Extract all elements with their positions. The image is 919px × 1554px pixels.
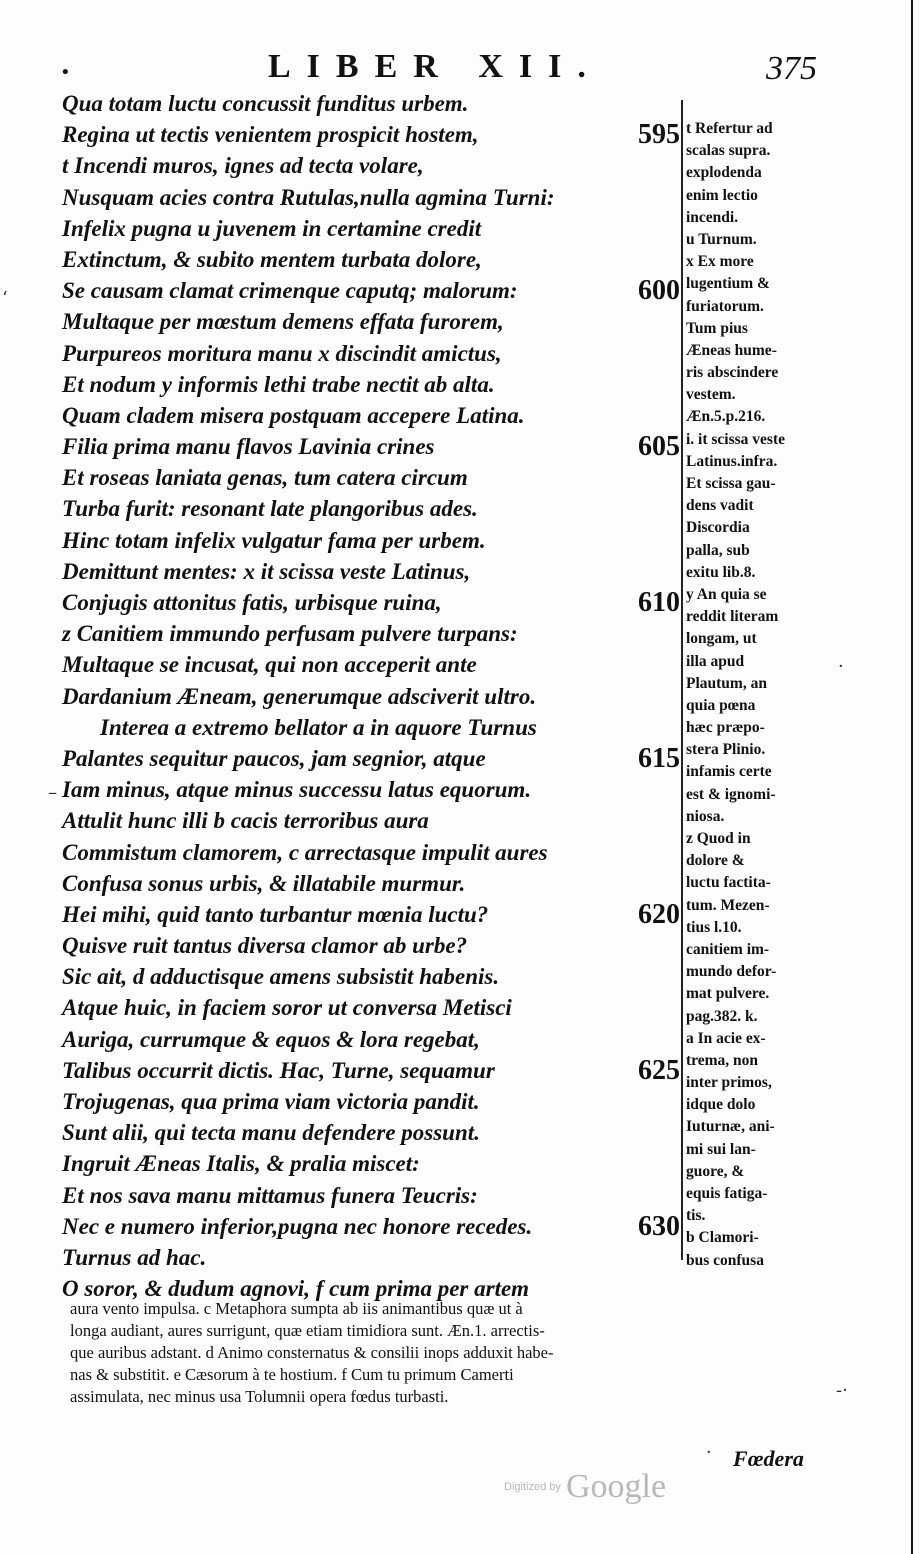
line-number: 625: [638, 1054, 680, 1086]
margin-speck: ·: [838, 656, 844, 677]
footnote-line: nas & substitit. e Cæsorum à te hostium. f Cum tu primum Camerti: [70, 1365, 514, 1384]
line-number: 600: [638, 275, 680, 307]
side-note-line: canitiem im-: [686, 940, 770, 958]
verse-line: [62, 961, 682, 992]
verse-line: [62, 213, 682, 244]
side-note-line: tis.: [686, 1207, 706, 1225]
verse-text: Commistum clamorem, c arrectasque impulit aures: [62, 839, 548, 865]
verse-line: [62, 1086, 682, 1117]
side-note-line: mi sui lan-: [686, 1140, 756, 1158]
verse-text: Extinctum, & subito mentem turbata dolore,: [62, 246, 482, 272]
side-note-line: inter primos,: [686, 1074, 772, 1092]
side-note-line: mundo defor-: [686, 963, 777, 981]
verse-line: [62, 462, 682, 493]
verse-line: [62, 1024, 682, 1055]
verse-line: [62, 338, 682, 369]
verse-text: Ingruit Æneas Italis, & pralia miscet:: [62, 1151, 420, 1177]
verse-block: [62, 88, 682, 1304]
verse-line: [62, 743, 682, 774]
verse-line: [62, 1211, 682, 1242]
side-note-line: t Refertur ad: [686, 120, 773, 137]
verse-line: [62, 618, 682, 649]
verse-line: [62, 369, 682, 400]
verse-text: Hei mihi, quid tanto turbantur mœnia luctu?: [62, 901, 489, 927]
verse-line: [62, 805, 682, 836]
verse-text: Multaque se incusat, qui non acceperit ante: [62, 652, 477, 678]
side-note-line: hæc præpo-: [686, 719, 765, 737]
column-rule: [681, 100, 683, 1260]
side-note-line: stera Plinio.: [686, 741, 766, 759]
verse-line: [62, 1117, 682, 1148]
side-note-line: quia pœna: [686, 696, 756, 714]
side-note-line: illa apud: [686, 652, 745, 670]
verse-text: Auriga, currumque & equos & lora regebat,: [62, 1026, 480, 1052]
verse-text: Regina ut tectis venientem prospicit hostem,: [62, 122, 479, 148]
verse-text: Et nos sava manu mittamus funera Teucris:: [62, 1182, 478, 1208]
side-note-line: bus confusa: [686, 1251, 764, 1269]
line-number: 610: [638, 587, 680, 618]
side-note-line: incendi.: [686, 208, 739, 226]
side-note-line: i. it scissa veste: [686, 430, 786, 448]
line-number: 605: [638, 431, 680, 463]
verse-text: Demittunt mentes: x it scissa veste Latinus,: [62, 558, 471, 584]
verse-line: [62, 1148, 682, 1179]
side-note-line: guore, &: [686, 1162, 745, 1180]
verse-line: [62, 837, 682, 868]
verse-text: Iam minus, atque minus successu latus equorum.: [62, 777, 532, 803]
side-note-line: a In acie ex-: [686, 1029, 766, 1047]
line-number: 595: [638, 119, 680, 151]
verse-text: Palantes sequitur paucos, jam segnior, atque: [62, 745, 486, 771]
verse-line: [62, 400, 682, 431]
catchword: Fœdera: [733, 1446, 804, 1471]
side-note-line: Plautum, an: [686, 674, 767, 692]
side-note-line: dens vadit: [686, 497, 754, 515]
margin-dash: -·: [836, 1380, 848, 1401]
line-number: 630: [638, 1210, 680, 1242]
side-note-line: tum. Mezen-: [686, 896, 770, 914]
side-note-line: b Clamori-: [686, 1229, 759, 1247]
side-note-line: ris abscindere: [686, 364, 779, 382]
verse-line: [62, 992, 682, 1023]
verse-line: [62, 119, 682, 150]
verse-text: Multaque per mœstum demens effata furorem,: [62, 309, 504, 335]
verse-line: [62, 899, 682, 930]
page-edge: [911, 0, 913, 1554]
verse-line: [62, 493, 682, 524]
verse-line: [62, 587, 682, 618]
side-note-line: Et scissa gau-: [686, 475, 776, 492]
verse-text: Trojugenas, qua prima viam victoria pandit.: [62, 1089, 480, 1114]
verse-line: [62, 712, 682, 743]
line-number: 615: [638, 742, 680, 774]
verse-text: Filia prima manu flavos Lavinia crines: [62, 434, 435, 460]
side-note-line: Æneas hume-: [686, 341, 777, 359]
side-note-line: y An quia se: [686, 585, 767, 603]
digitization-watermark: [504, 1468, 666, 1506]
verse-text: O soror, & dudum agnovi, f cum prima per artem: [62, 1276, 530, 1302]
side-note-line: enim lectio: [686, 186, 758, 204]
verse-text: t Incendi muros, ignes ad tecta volare,: [62, 153, 424, 179]
verse-text: Interea a extremo bellator a in aquore Turnus: [100, 714, 537, 740]
verse-line: [62, 525, 682, 556]
side-notes: [686, 118, 836, 1272]
side-note-line: Latinus.infra.: [686, 452, 778, 470]
verse-text: Hinc totam infelix vulgatur fama per urbem.: [62, 527, 486, 553]
margin-speck: ·: [706, 1442, 712, 1463]
side-note-line: explodenda: [686, 164, 762, 182]
verse-text: z Canitiem immundo perfusam pulvere turpans:: [62, 621, 518, 647]
side-note-line: reddit literam: [686, 608, 779, 626]
watermark-prefix: Digitized by: [504, 1481, 561, 1493]
verse-line: [62, 681, 682, 712]
verse-line: [62, 1055, 682, 1086]
watermark-brand: Google: [565, 1468, 667, 1505]
verse-text: Purpureos moritura manu x discindit amictus,: [62, 340, 502, 366]
verse-line: [62, 868, 682, 899]
verse-text: Turnus ad hac.: [62, 1244, 207, 1270]
verse-text: Et roseas laniata genas, tum catera circum: [62, 465, 468, 491]
verse-line: [62, 306, 682, 337]
side-note-line: furiatorum.: [686, 297, 764, 315]
verse-line: [62, 930, 682, 961]
verse-text: Qua totam luctu concussit funditus urbem.: [62, 91, 469, 116]
verse-text: Turba furit: resonant late plangoribus ades.: [62, 496, 478, 522]
side-note-line: u Turnum.: [686, 230, 757, 248]
verse-line: [62, 244, 682, 275]
side-note-line: longam, ut: [686, 630, 757, 648]
verse-text: Sic ait, d adductisque amens subsistit habenis.: [62, 964, 500, 990]
side-note-line: scalas supra.: [686, 142, 771, 160]
side-note-line: vestem.: [686, 386, 736, 404]
side-note-line: pag.382. k.: [686, 1007, 758, 1025]
verse-text: Nusquam acies contra Rutulas,nulla agmina Turni:: [62, 184, 555, 210]
side-note-line: trema, non: [686, 1051, 759, 1069]
verse-line: [62, 1180, 682, 1211]
line-number: 620: [638, 898, 680, 930]
verse-text: Atque huic, in faciem soror ut conversa Metisci: [62, 995, 512, 1021]
margin-speck: ‘: [2, 288, 8, 309]
side-note-line: infamis certe: [686, 763, 772, 781]
footnote-line: que auribus adstant. d Animo consternatus & consilii inops adduxit habe-: [70, 1343, 554, 1362]
footnotes: [70, 1298, 830, 1408]
verse-text: Et nodum y informis lethi trabe nectit ab alta.: [62, 371, 495, 397]
verse-line: [62, 431, 682, 462]
margin-dash: –: [48, 782, 57, 803]
verse-text: Nec e numero inferior,pugna nec honore recedes.: [62, 1213, 533, 1239]
side-note-line: Æn.5.p.216.: [686, 408, 766, 426]
verse-line: [62, 556, 682, 587]
side-note-line: niosa.: [686, 807, 725, 825]
printer-mark: •: [60, 62, 71, 83]
side-note-line: idque dolo: [686, 1096, 756, 1114]
side-note-line: luctu factita-: [686, 874, 771, 892]
verse-text: Attulit hunc illi b cacis terroribus aura: [62, 808, 429, 834]
verse-line: [62, 150, 682, 181]
verse-line: [62, 774, 682, 805]
verse-text: Quam cladem misera postquam accepere Latina.: [62, 402, 525, 428]
side-note-line: lugentium &: [686, 275, 770, 293]
verse-text: Confusa sonus urbis, & illatabile murmur.: [62, 870, 466, 896]
verse-text: Conjugis attonitus fatis, urbisque ruina,: [62, 590, 442, 615]
side-note-line: equis fatiga-: [686, 1185, 768, 1202]
footnote-line: assimulata, nec minus usa Tolumnii opera fœdus turbasti.: [70, 1387, 449, 1406]
verse-line: [62, 275, 682, 306]
footnote-line: longa audiant, aures surrigunt, quæ etiam timidiora sunt. Æn.1. arrectis-: [70, 1321, 545, 1340]
footnote-line: aura vento impulsa. c Metaphora sumpta ab iis animantibus quæ ut à: [70, 1299, 523, 1318]
side-note-line: z Quod in: [686, 830, 751, 847]
running-head: LIBER XII.: [268, 48, 602, 85]
side-note-line: Iuturnæ, ani-: [686, 1118, 775, 1136]
verse-line: [62, 1242, 682, 1273]
side-note-line: Tum pius: [686, 319, 748, 337]
verse-text: Quisve ruit tantus diversa clamor ab urbe?: [62, 933, 468, 959]
side-note-line: dolore &: [686, 852, 745, 870]
side-note-line: mat pulvere.: [686, 985, 770, 1003]
side-note-line: tius l.10.: [686, 918, 742, 936]
verse-text: Talibus occurrit dictis. Hac, Turne, sequamur: [62, 1057, 495, 1083]
side-note-line: Discordia: [686, 519, 750, 537]
page-header: [0, 48, 919, 88]
verse-text: Infelix pugna u juvenem in certamine credit: [62, 215, 482, 241]
verse-line: [62, 88, 682, 119]
verse-line: [62, 182, 682, 213]
side-note-line: est & ignomi-: [686, 785, 776, 803]
verse-text: Se causam clamat crimenque caputq; malorum:: [62, 278, 518, 304]
verse-text: Dardanium Æneam, generumque adsciverit ultro.: [62, 683, 537, 709]
verse-text: Sunt alii, qui tecta manu defendere possunt.: [62, 1120, 480, 1146]
side-note-line: palla, sub: [686, 541, 750, 559]
verse-line: [62, 649, 682, 680]
side-note-line: exitu lib.8.: [686, 563, 756, 581]
side-note-line: x Ex more: [686, 253, 754, 271]
page-number: 375: [766, 50, 817, 87]
